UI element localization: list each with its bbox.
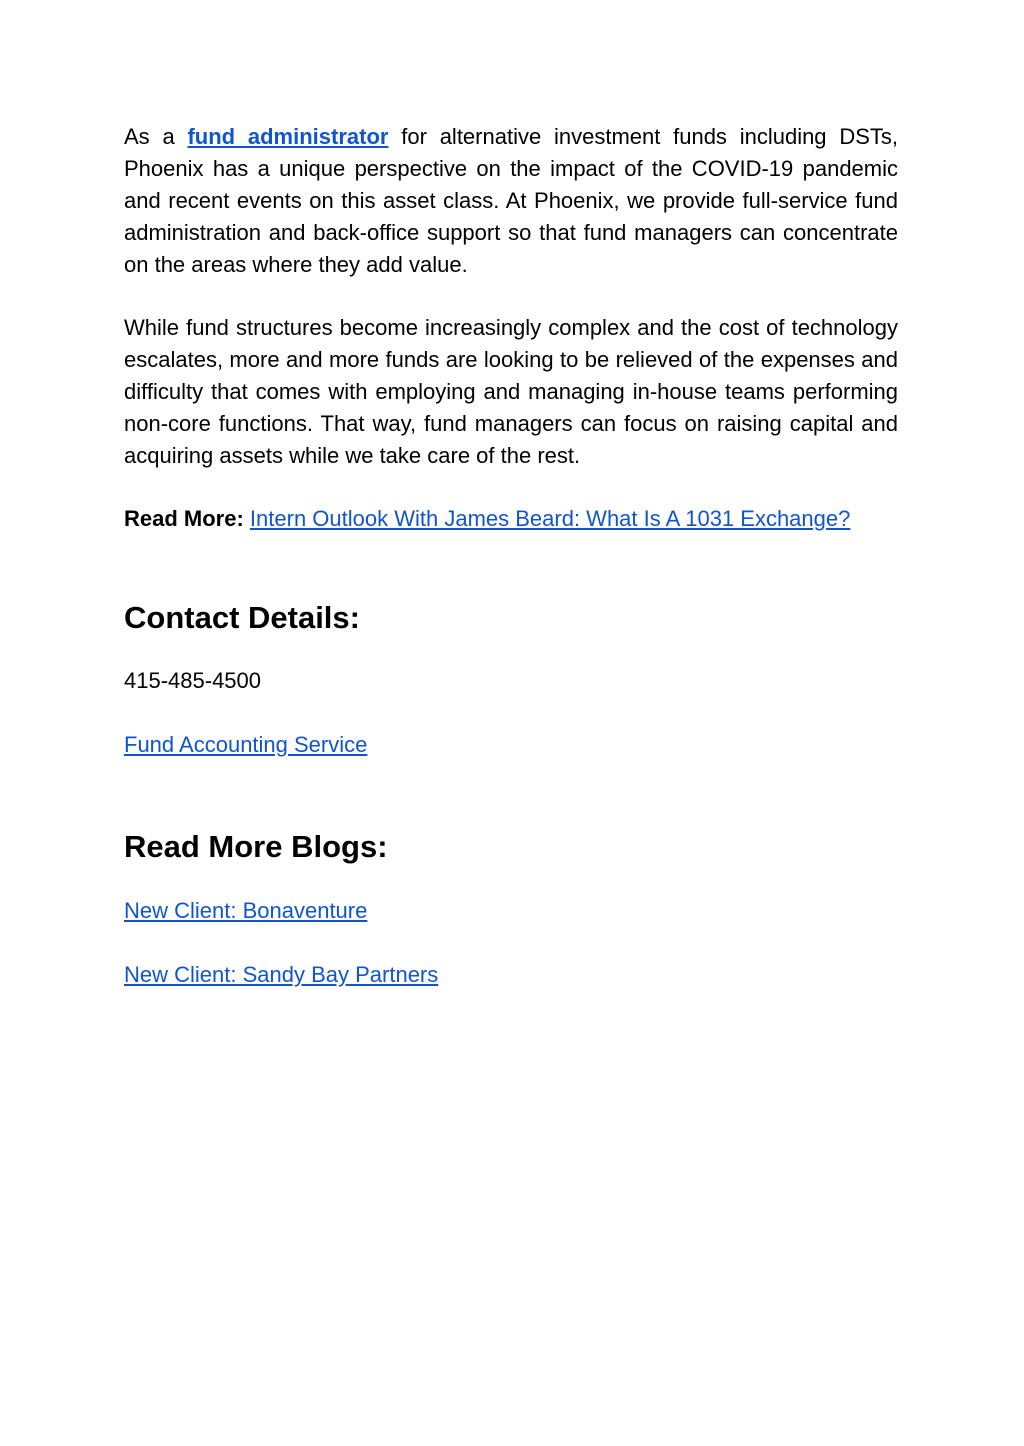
intern-outlook-link[interactable]: Intern Outlook With James Beard: What Is A 1031 Exchange? xyxy=(249,506,851,531)
intro-paragraph xyxy=(124,121,898,281)
structures-paragraph: While fund structures become increasingly complex and the cost of technology escalates, more and more funds are looking to be relieved of the expenses and difficulty that comes with employing and managing in-house teams performing non-core functions. That way, fund managers can focus on raising capital and acquiring assets while we take care of the rest. xyxy=(124,315,898,468)
blog-link-item xyxy=(124,895,898,927)
intro-suffix: for alternative investment funds including DSTs, Phoenix has a unique perspective on the impact of the COVID-19 pandemic and recent events on this asset class. At Phoenix, we provide full-service fund administration and back-office support so that fund managers can concentrate on the areas where they add value. xyxy=(124,124,898,277)
fund-administrator-link[interactable]: fund administrator xyxy=(187,124,389,149)
fund-accounting-service-paragraph xyxy=(124,729,898,761)
contact-details-heading: Contact Details: xyxy=(124,600,360,635)
read-more-label: Read More: xyxy=(124,506,244,531)
read-more-paragraph xyxy=(124,503,898,535)
phone-number: 415-485-4500 xyxy=(124,668,262,693)
read-more-blogs-heading: Read More Blogs: xyxy=(124,829,388,864)
document-page xyxy=(124,121,898,991)
fund-accounting-service-link[interactable]: Fund Accounting Service xyxy=(124,732,368,757)
blog-link-sandy-bay-partners[interactable]: New Client: Sandy Bay Partners xyxy=(124,962,439,987)
intro-prefix: As a xyxy=(124,124,175,149)
blog-link-item xyxy=(124,959,898,991)
blog-link-bonaventure[interactable]: New Client: Bonaventure xyxy=(124,898,368,923)
